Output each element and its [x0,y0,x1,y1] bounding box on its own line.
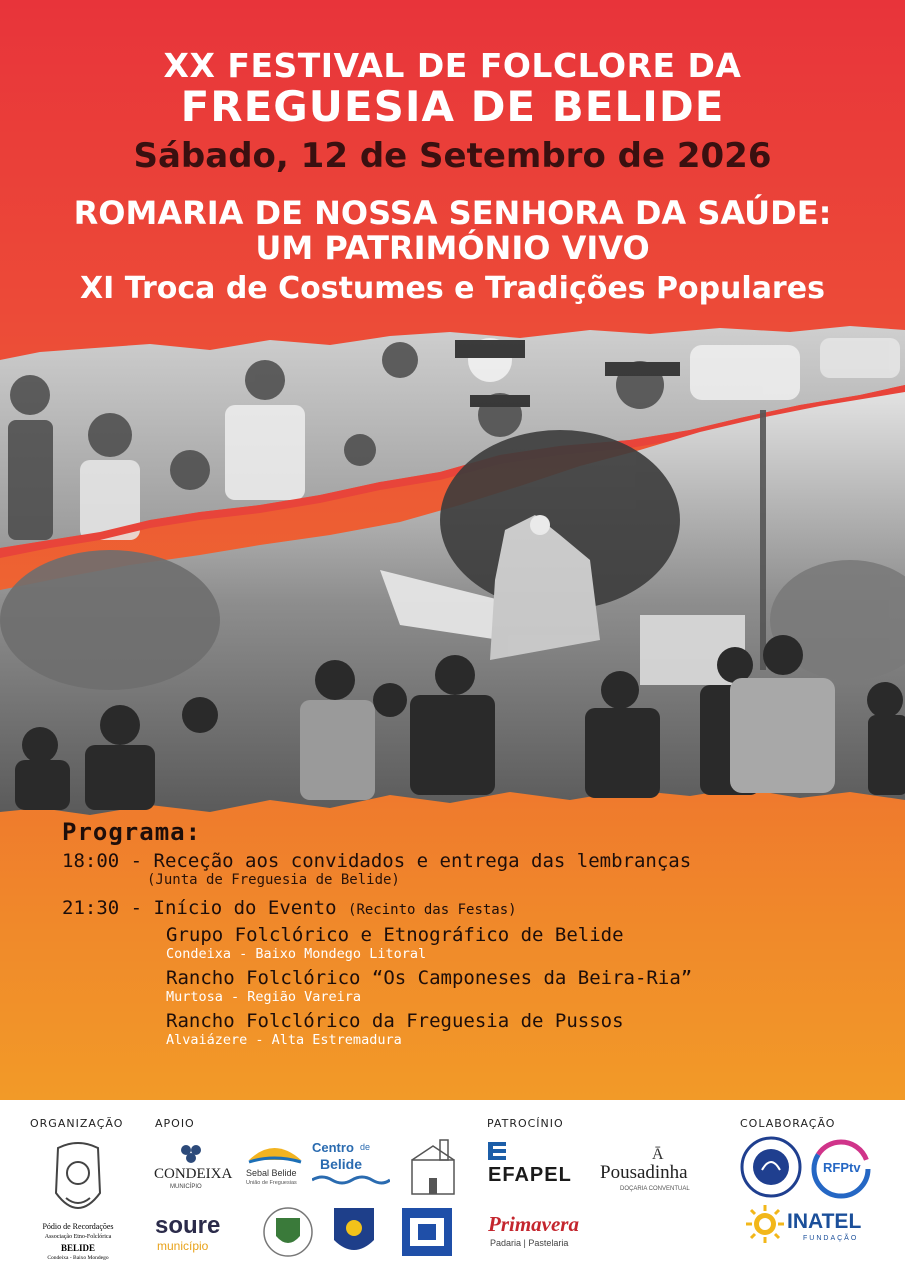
subtitle: XI Troca de Costumes e Tradições Populares [80,271,825,306]
grape-icon [152,1140,232,1165]
centro-line1: Centro [312,1140,354,1155]
primavera-name: Primavera [488,1212,579,1236]
organizer-logo [28,1138,128,1273]
centro-line3: Belide [320,1156,363,1172]
org-line1: Pódio de Recordações [42,1222,114,1231]
program-item-2 [62,897,692,919]
soure-logo [155,1212,255,1257]
program-item-1 [62,850,692,872]
condeixa-logo [152,1140,232,1195]
sebal-name: Sebal Belide [246,1168,297,1178]
program-item-title: Início do Evento [153,897,337,919]
program-title: Programa: [62,818,202,846]
soure-name: soure [155,1212,221,1239]
group-name: Grupo Folclórico e Etnográfico de Belide [166,924,624,946]
pousadinha-logo [600,1146,720,1196]
coat-of-arms-icon [28,1138,128,1230]
sponsors-footer [0,1100,905,1280]
soure-sub: município [157,1239,209,1253]
sebal-sub: União de Freguesias [246,1180,297,1186]
group-1 [166,924,692,962]
group-name: Rancho Folclórico da Freguesia de Pussos [166,1010,624,1032]
philharmonic-crest-icon [330,1204,378,1260]
group-3 [166,1010,692,1048]
pousadinha-sub: DOÇARIA CONVENTUAL [620,1186,690,1192]
group-place: Alvaiázere - Alta Estremadura [166,1032,402,1048]
inatel-sub: FUNDAÇÃO [803,1235,859,1242]
group-name: Rancho Folclórico “Os Camponeses da Beira-Ria” [166,967,693,989]
wave-icon [312,1174,390,1186]
centro-line2: de [360,1142,371,1152]
rfptv-logo [810,1138,872,1200]
label-organizacao: ORGANIZAÇÃO [30,1117,124,1130]
program [62,818,692,1048]
rfptv-name: RFPtv [823,1160,861,1175]
inatel-name: INATEL [787,1210,862,1233]
theme-line2: UM PATRIMÓNIO VIVO [255,229,650,267]
efapel-name: EFAPEL [488,1164,572,1186]
org-line2: Associação Etno-Folclórica [44,1234,112,1240]
festival-title-line2: FREGUESIA DE BELIDE [180,82,725,131]
program-item-time: 18:00 [62,850,120,872]
church-icon [408,1138,458,1196]
org-line3: BELIDE [60,1243,95,1253]
club-logo-icon [396,1206,458,1258]
sun-icon [244,1136,306,1166]
church-logo [408,1138,458,1196]
program-item-time: 21:30 [62,897,120,919]
efapel-mark-icon [488,1142,508,1162]
group-place: Condeixa - Baixo Mondego Litoral [166,946,427,962]
festival-title-line1: XX FESTIVAL DE FOLCLORE DA [163,46,742,85]
event-date: Sábado, 12 de Setembro de 2026 [133,136,772,176]
sun-icon [745,1204,785,1244]
pousadinha-a-icon: Ā [652,1146,664,1163]
condeixa-sub: MUNICÍPIO [170,1184,202,1190]
label-patrocinio: PATROCÍNIO [487,1117,564,1130]
program-item-note: (Recinto das Festas) [348,902,517,918]
efapel-logo [488,1142,598,1192]
label-colaboracao: COLABORAÇÃO [740,1117,836,1130]
inatel-logo [745,1204,880,1252]
pousadinha-name: Pousadinha [600,1162,688,1183]
sebal-logo [244,1136,306,1196]
org-line4: Condeixa - Baixo Mondego [47,1255,109,1261]
group-2 [166,967,692,1005]
program-item-title: Receção aos convidados e entrega das lembranças [153,850,692,872]
primavera-logo [488,1212,628,1252]
folklore-seal-icon [740,1136,802,1198]
label-apoio: APOIO [155,1117,195,1130]
centro-belide-logo [312,1140,392,1190]
program-item-note: (Junta de Freguesia de Belide) [147,872,400,888]
condeixa-name: CONDEIXA [154,1166,233,1182]
theme-line1: ROMARIA DE NOSSA SENHORA DA SAÚDE: [73,194,832,232]
parish-crest-icon [262,1204,314,1262]
program-item-separator: - [119,850,154,872]
program-item-separator: - [119,897,154,919]
primavera-sub: Padaria | Pastelaria [490,1238,569,1248]
group-place: Murtosa - Região Vareira [166,989,362,1005]
